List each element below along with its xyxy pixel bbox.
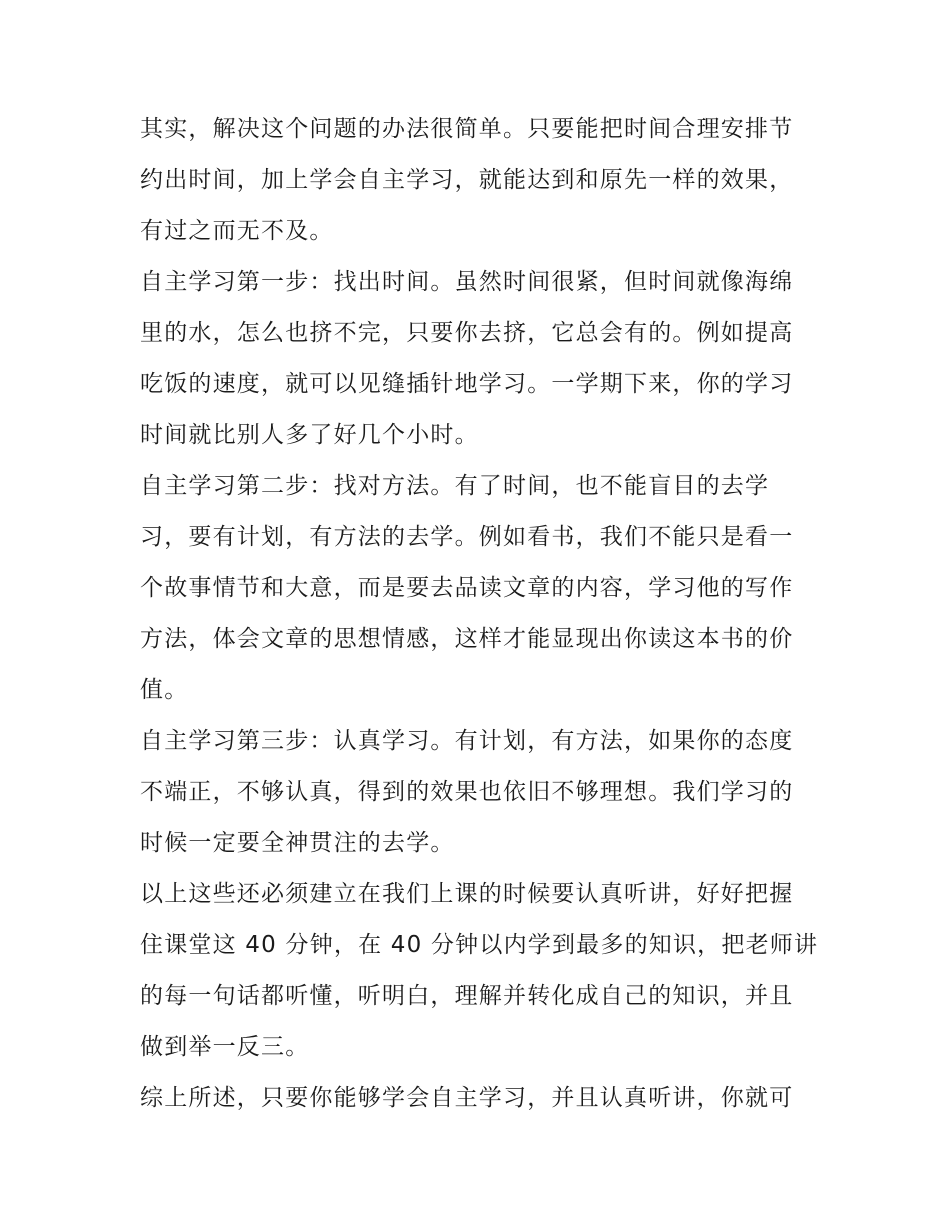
text-line: 方法，体会文章的思想情感，这样才能显现出你读这本书的价 [140, 626, 794, 652]
text-line: 不端正，不够认真，得到的效果也依旧不够理想。我们学习的 [140, 779, 794, 805]
text-line: 有过之而无不及。 [140, 218, 334, 244]
text-line: 时间就比别人多了好几个小时。 [140, 422, 479, 448]
text-line: 时候一定要全神贯注的去学。 [140, 830, 455, 856]
text-line: 值。 [140, 677, 189, 703]
paragraph-step-two [140, 461, 812, 716]
paragraph-intro [140, 104, 812, 257]
paragraph-listening [140, 869, 819, 1073]
text-line: 习，要有计划，有方法的去学。例如看书，我们不能只是看一 [140, 524, 794, 550]
document-body [140, 104, 819, 1124]
text-line: 约出时间，加上学会自主学习，就能达到和原先一样的效果， [140, 167, 794, 193]
text-line: 自主学习第二步：找对方法。有了时间，也不能盲目的去学 [140, 473, 770, 499]
text-line: 个故事情节和大意，而是要去品读文章的内容，学习他的写作 [140, 575, 794, 601]
paragraph-conclusion [140, 1073, 812, 1124]
text-line: 做到举一反三。 [140, 1034, 310, 1060]
text-line: 自主学习第一步：找出时间。虽然时间很紧，但时间就像海绵 [140, 269, 794, 295]
paragraph-step-one [140, 257, 812, 461]
text-line: 综上所述，只要你能够学会自主学习，并且认真听讲，你就可 [140, 1085, 794, 1111]
text-line: 的每一句话都听懂，听明白，理解并转化成自己的知识，并且 [140, 983, 794, 1009]
text-line: 吃饭的速度，就可以见缝插针地学习。一学期下来，你的学习 [140, 371, 794, 397]
text-line: 里的水，怎么也挤不完，只要你去挤，它总会有的。例如提高 [140, 320, 794, 346]
text-line: 住课堂这 40 分钟，在 40 分钟以内学到最多的知识，把老师讲 [140, 932, 819, 958]
text-line: 以上这些还必须建立在我们上课的时候要认真听讲，好好把握 [140, 881, 794, 907]
text-line: 其实，解决这个问题的办法很简单。只要能把时间合理安排节 [140, 116, 794, 142]
paragraph-step-three [140, 716, 812, 869]
text-line: 自主学习第三步：认真学习。有计划，有方法，如果你的态度 [140, 728, 794, 754]
